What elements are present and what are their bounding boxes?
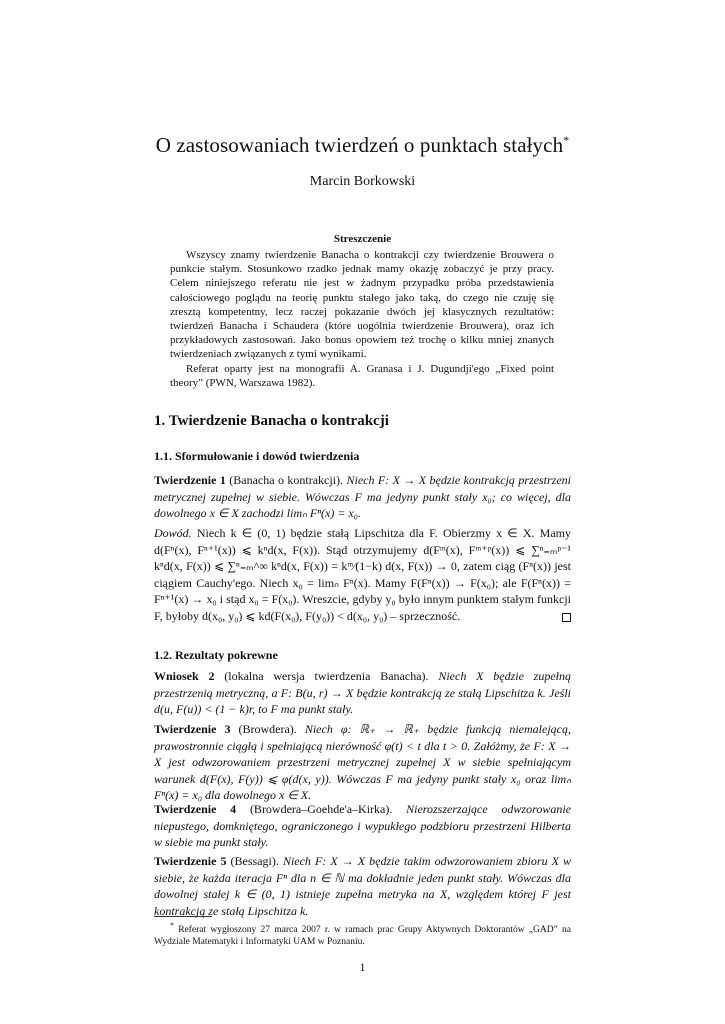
abstract-paragraph-1: Wszyscy znamy twierdzenie Banacha o kontrakcji czy twierdzenie Brouwera o punkcie stałym. Stosunkowo rzadko jednak mamy okazję zobaczyć je przy pracy. Celem niniejszego referatu nie jest w żadnym przypadku próba przedstawienia całościowego poglądu na teorię punktu stałego jako taką, do czego nie czuję się zresztą kompetentny, lecz raczej pokazanie dwóch jej klasycznych rezultatów: twierdzeń Banacha i Schaudera (które uogólnia twierdzenie Brouwera), oraz ich przykładowych zastosowań. Jako bonus opowiem też trochę o kilku mniej znanych twierdzeniach związanych z tymi wynikami. <box>170 249 554 361</box>
footnote <box>154 920 571 948</box>
corollary-2-note: (lokalna wersja twierdzenia Banacha). <box>224 669 429 683</box>
title-footnote-mark: * <box>563 133 570 147</box>
title-text: O zastosowaniach twierdzeń o punktach stałych <box>155 133 564 157</box>
theorem-1-label: Twierdzenie 1 <box>154 473 226 487</box>
proof <box>154 525 571 624</box>
paper-title <box>0 133 725 158</box>
theorem-4-label: Twierdzenie 4 <box>154 802 237 816</box>
theorem-3 <box>154 721 571 804</box>
theorem-1-note: (Banacha o kontrakcji). <box>229 473 344 487</box>
subsection-heading: 1.2. Rezultaty pokrewne <box>154 648 278 662</box>
theorem-4-body: Nierozszerzające odwzorowanie niepustego, domkniętego, ograniczonego i wypukłego podzbioru przestrzeni Hilberta w siebie ma punkt stały. <box>154 802 571 849</box>
theorem-5-body: Niech F: X → X będzie takim odwzorowaniem zbioru X w siebie, że każda iteracja Fⁿ dla n ∈ ℕ ma dokładnie jeden punkt stały. Wówczas dla dowolnej stałej k ∈ (0, 1) istnieje zupełna metryka na X, względem której F jest kontrakcją ze stałą Lipschitza k. <box>154 854 572 918</box>
qed-square-icon <box>562 613 571 622</box>
corollary-2-label: Wniosek 2 <box>154 669 215 683</box>
proof-body: Niech k ∈ (0, 1) będzie stałą Lipschitza dla F. Obierzmy x ∈ X. Mamy d(Fⁿ(x), Fⁿ⁺¹(x)) ⩽ kⁿd(x, F(x)). Stąd otrzymujemy d(Fᵐ(x), Fᵐ⁺ᵖ(x)) ⩽ ∑ⁿ₌ₘᵖ⁻¹ kⁿd(x, F(x)) ⩽ ∑ⁿ₌ₘ^∞ kⁿd(x, F(x)) = kᵐ⁄(1−k) d(x, F(x)) → 0, zatem ciąg (Fⁿ(x)) jest ciągiem Cauchy'ego. Niech x₀ = limₙ Fⁿ(x). Mamy F(Fⁿ(x)) → F(x₀); ale F(Fⁿ(x)) = Fⁿ⁺¹(x) → x₀ i stąd x₀ = F(x₀). Wreszcie, gdyby y₀ było innym punktem stałym funkcji F, byłoby d(x₀, y₀) ⩽ kd(F(x₀), F(y₀)) < d(x₀, y₀) – sprzeczność. <box>154 526 572 623</box>
theorem-1-body: Niech F: X → X będzie kontrakcją przestrzeni metrycznej zupełnej w siebie. Wówczas F ma jedyny punkt stały x₀; co więcej, dla dowolnego x ∈ X zachodzi limₙ Fⁿ(x) = x₀. <box>154 473 572 520</box>
theorem-5-note: (Bessagi). <box>230 854 279 868</box>
abstract-paragraph-2: Referat oparty jest na monografii A. Granasa i J. Dugundji'ego „Fixed point theory” (PWN, Warszawa 1982). <box>170 362 554 389</box>
section-heading: 1. Twierdzenie Banacha o kontrakcji <box>154 413 389 429</box>
subsection-heading: 1.1. Sformułowanie i dowód twierdzenia <box>154 449 360 463</box>
theorem-3-note: (Browdera). <box>238 722 297 736</box>
proof-label: Dowód. <box>154 526 192 540</box>
theorem-3-label: Twierdzenie 3 <box>154 722 231 736</box>
theorem-3-body: Niech φ: ℝ₊ → ℝ₊ będzie funkcją niemalejącą, prawostronnie ciągłą i spełniającą nierówność φ(t) < t dla t > 0. Załóżmy, że F: X → X jest odwzorowaniem przestrzeni metrycznej zupełnej X w siebie spełniającym warunek d(F(x), F(y)) ⩽ φ(d(x, y)). Wówczas F ma jedyny punkt stały x₀ oraz limₙ Fⁿ(x) = x₀ dla dowolnego x ∈ X. <box>154 722 571 802</box>
abstract-heading: Streszczenie <box>333 233 392 245</box>
theorem-4-note: (Browdera–Goehde'a–Kirka). <box>249 802 393 816</box>
corollary-2 <box>154 668 571 718</box>
corollary-2-body: Niech X będzie zupełną przestrzenią metryczną, a F: B(u, r) → X będzie kontrakcją ze stałą Lipschitza k. Jeśli d(u, F(u)) < (1 − k)r, to F ma punkt stały. <box>154 669 572 716</box>
theorem-4 <box>154 801 571 851</box>
author: Marcin Borkowski <box>309 174 416 189</box>
footnote-rule <box>154 916 212 917</box>
theorem-5 <box>154 853 571 919</box>
abstract <box>170 248 554 390</box>
theorem-5-label: Twierdzenie 5 <box>154 854 227 868</box>
footnote-mark: * <box>170 921 174 930</box>
page-number: 1 <box>359 960 366 974</box>
footnote-text: Referat wygłoszony 27 marca 2007 r. w ramach prac Grupy Aktywnych Doktorantów „GAD” na Wydziale Matematyki i Informatyki UAM w Poznaniu. <box>154 925 572 948</box>
theorem-1 <box>154 472 571 522</box>
